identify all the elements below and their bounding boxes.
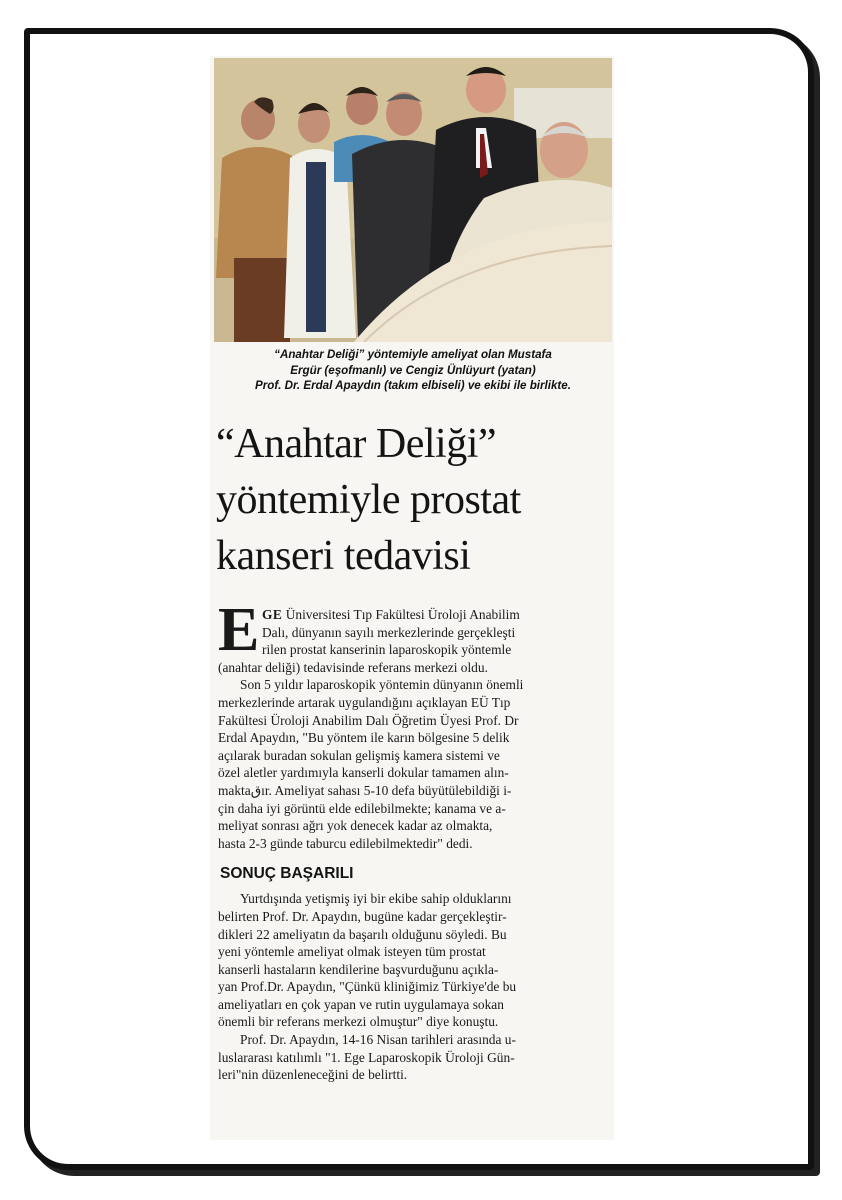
drop-cap: E	[218, 596, 260, 664]
group-photo-illustration	[214, 58, 612, 342]
body-line: meliyat sonrası ağrı yok denecek kadar az olmakta,	[218, 818, 493, 834]
body-line: Yurtdışında yetişmiş iyi bir ekibe sahip olduklarını	[240, 891, 512, 907]
body-line: yan Prof.Dr. Apaydın, "Çünkü kliniğimiz Türkiye'de bu	[218, 979, 517, 995]
body-line: yeni yöntemle ameliyat olmak isteyen tüm prostat	[218, 944, 486, 960]
body-line: luslararası katılımlı "1. Ege Laparoskopik Üroloji Gün-	[218, 1049, 515, 1065]
body-line: leri"nin düzenleneceğini de belirtti.	[218, 1067, 408, 1083]
body-line: önemli bir referans merkezi olmuştur" diye konuştu.	[218, 1014, 499, 1030]
body-line: kanserli hastaların kendilerine başvurduğunu açıkla-	[218, 961, 499, 977]
article-photo	[214, 58, 612, 342]
photo-caption	[214, 347, 612, 394]
body-line: merkezlerinde artarak uygulandığını açıklayan EÜ Tıp	[218, 694, 511, 710]
article-body	[218, 596, 614, 1084]
body-line: özel aletler yardımıyla kanserli dokular tamamen alın-	[218, 765, 509, 781]
caption-line: Ergür (eşofmanlı) ve Cengiz Ünlüyurt (yatan)	[290, 363, 536, 377]
body-line: hasta 2-3 günde taburcu edilebilmektedir" dedi.	[218, 835, 473, 851]
headline-line: kanseri tedavisi	[216, 533, 471, 579]
body-line: Erdal Apaydın, "Bu yöntem ile karın bölgesine 5 delik	[218, 730, 510, 746]
body-line: (anahtar deliği) tedavisinde referans merkezi oldu.	[218, 659, 488, 675]
body-line	[218, 606, 614, 624]
headline-line: “Anahtar Deliği”	[216, 421, 497, 467]
paragraph-event	[218, 1031, 614, 1084]
body-line: Prof. Dr. Apaydın, 14-16 Nisan tarihleri arasında u-	[240, 1032, 516, 1048]
body-line: Dalı, dünyanın sayılı merkezlerinde gerçekleşti	[262, 624, 516, 640]
body-line: çin daha iyi görüntü elde edilebilmekte; kanama ve a-	[218, 800, 506, 816]
body-line: açılarak buradan sokulan gelişmiş kamera sistemi ve	[218, 747, 500, 763]
body-line: rilen prostat kanserinin laparoskopik yöntemle	[262, 642, 512, 658]
body-line: dikleri 22 ameliyatın da başarılı olduğunu söyledi. Bu	[218, 926, 507, 942]
intro-first-line-text: Üniversitesi Tıp Fakültesi Üroloji Anabilim	[282, 607, 520, 622]
newspaper-clipping	[210, 56, 614, 1140]
article-headline	[216, 416, 614, 584]
section-subheading: SONUÇ BAŞARILI	[220, 865, 354, 883]
intro-paragraph	[218, 596, 614, 676]
body-line: Son 5 yıldır laparoskopik yöntemin dünyanın önemli	[240, 677, 524, 693]
body-line: Fakültesi Üroloji Anabilim Dalı Öğretim Üyesi Prof. Dr	[218, 712, 519, 728]
body-line: ameliyatları en çok yapan ve rutin uygulamaya sokan	[218, 996, 504, 1012]
body-line: belirten Prof. Dr. Apaydın, bugüne kadar gerçekleştir-	[218, 908, 507, 924]
headline-line: yöntemiyle prostat	[216, 477, 521, 523]
caption-line: Prof. Dr. Erdal Apaydın (takım elbiseli) ve ekibi ile birlikte.	[255, 379, 571, 392]
paragraph-method	[218, 676, 614, 852]
body-line: maktaقır. Ameliyat sahası 5-10 defa büyütülebildiği i-	[218, 782, 512, 798]
caption-line: “Anahtar Deliği” yöntemiyle ameliyat olan Mustafa	[274, 348, 552, 361]
paragraph-results	[218, 890, 614, 1031]
intro-bold-word: GE	[262, 607, 283, 622]
